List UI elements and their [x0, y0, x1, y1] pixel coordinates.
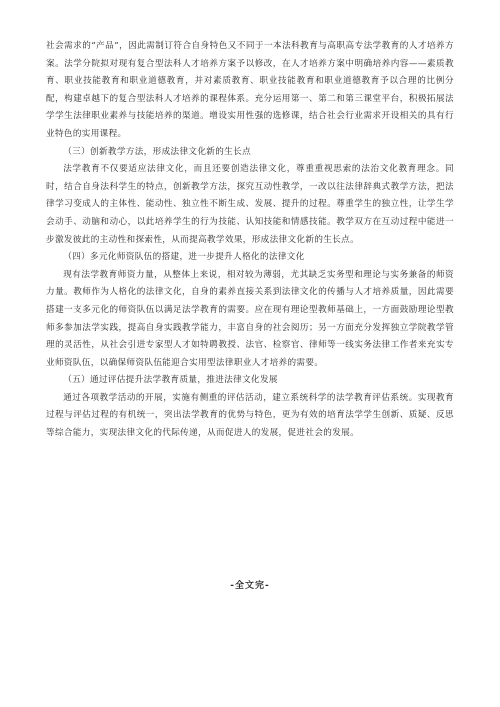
section-heading: （三）创新教学方法，形成法律文化新的生长点: [63, 146, 252, 157]
document-body: [46, 38, 454, 443]
paragraph: 通过各项教学活动的开展，实施有侧重的评估活动，建立系统科学的法学教育评估系统。实现教育过程与评估过程的有机统一，突出法学教育的优势与特色，更为有效的培育法学学生创新、质疑、反思等综合能力，实现法律文化的代际传递，从而促进人的发展，促进社会的发展。: [46, 392, 454, 439]
section-heading: （四）多元化师资队伍的搭建，进一步提升人格化的法律文化: [63, 252, 305, 263]
section-heading: （五）通过评估提升法学教育质量，推进法律文化发展: [63, 375, 278, 386]
end-mark: -全文完-: [230, 581, 270, 591]
paragraph: 社会需求的“产品”，因此需制订符合自身特色又不同于一本法科教育与高职高专法学教育的人才培养方案。法学分院拟对现有复合型法科人才培养方案予以修改，在人才培养方案中明确培养内容——素质教育、职业技能教育和职业道德教育，并对素质教育、职业技能教育和职业道德教育予以合理的比例分配，构建卓越下的复合型法科人才培养的课程体系。充分运用第一、第二和第三课堂平台，积极拓展法学学生法律职业素养与技能培养的渠道。增设实用性强的选修课，结合社会行业需求开设相关的具有行业特色的实用课程。: [46, 41, 454, 139]
paragraph: 法学教育不仅要适应法律文化，而且还要创造法律文化，尊重重视思索的法治文化教育理念。同时，结合自身法科学生的特点，创新教学方法，探究互动性教学，一改以往法律辞典式教学方法，把法律学习变成人的主体性、能动性、独立性不断生成、发展、提升的过程。尊重学生的独立性，让学生学会动手、动脑和动心，以此培养学生的行为技能、认知技能和情感技能。教学双方在互动过程中能进一步激发彼此的主动性和探索性，从而提高教学效果，形成法律文化新的生长点。: [46, 164, 454, 245]
paragraph: 现有法学教育师资力量，从整体上来说，相对较为薄弱，尤其缺乏实务型和理论与实务兼备的师资力量。教师作为人格化的法律文化，自身的素养直接关系到法律文化的传播与人才培养质量，因此需要搭建一支多元化的师资队伍以满足法学教育的需要。应在现有理论型教师基础上，一方面鼓励理论型教师多参加法学实践，提高自身实践教学能力，丰富自身的社会阅历；另一方面充分发挥独立学院教学管理的灵活性，从社会引进专家型人才如特聘教授、法官、检察官、律师等一线实务法律工作者来充实专业师资队伍，以确保师资队伍能迎合实用型法律职业人才培养的需要。: [46, 269, 454, 368]
